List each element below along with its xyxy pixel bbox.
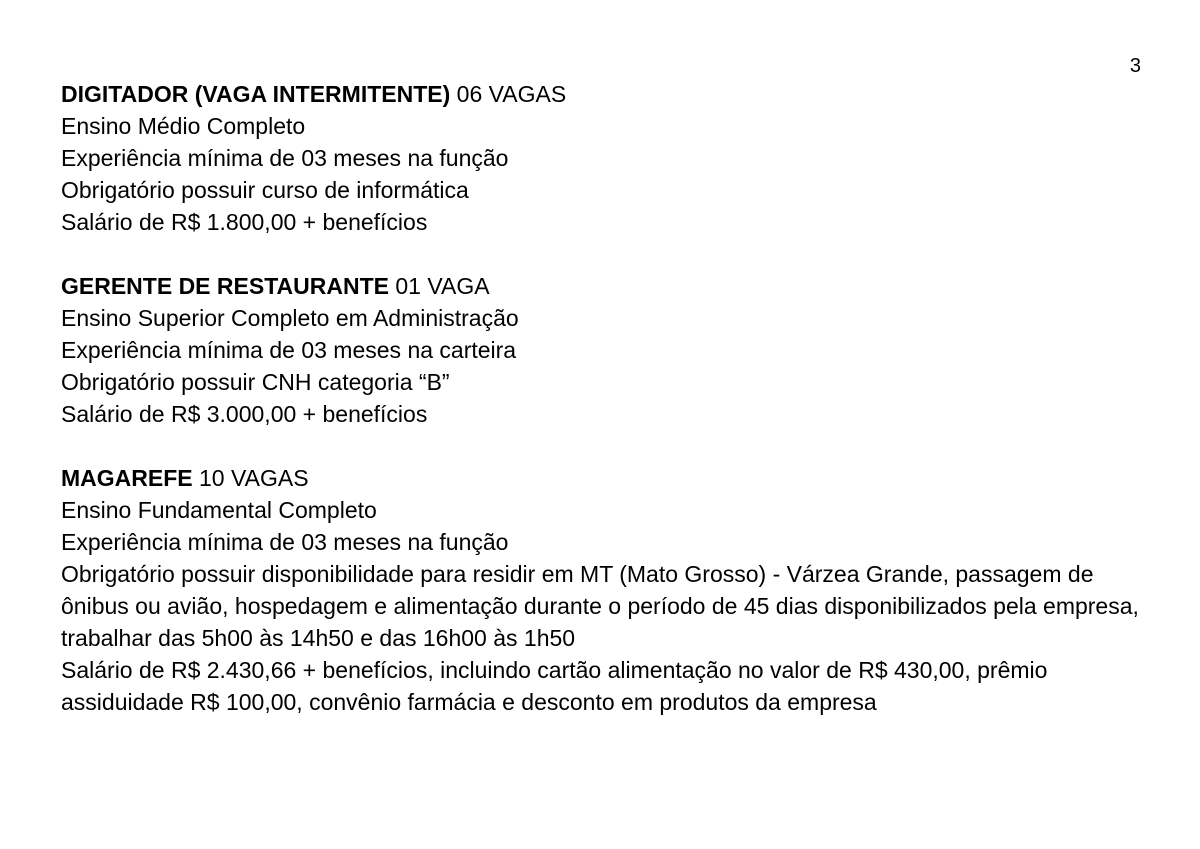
job-title: DIGITADOR (VAGA INTERMITENTE) xyxy=(61,81,451,107)
job-openings: 10 VAGAS xyxy=(192,465,309,491)
job-magarefe xyxy=(61,462,1141,718)
job-experience: Experiência mínima de 03 meses na carteira xyxy=(61,337,517,363)
job-heading xyxy=(61,270,1141,302)
job-requirement: Obrigatório possuir curso de informática xyxy=(61,177,469,203)
job-experience: Experiência mínima de 03 meses na função xyxy=(61,145,509,171)
job-gerente-de-restaurante xyxy=(61,270,1141,430)
job-requirement: Obrigatório possuir CNH categoria “B” xyxy=(61,369,450,395)
page-number: 3 xyxy=(1129,55,1141,77)
job-openings: 06 VAGAS xyxy=(450,81,567,107)
job-education: Ensino Superior Completo em Administração xyxy=(61,305,519,331)
job-requirement: Obrigatório possuir disponibilidade para residir em MT (Mato Grosso) - Várzea Grande, passagem de ônibus ou avião, hospedagem e alimentação durante o período de 45 dias disponibilizados pela empresa, trabalhar das 5h00 às 14h50 e das 16h00 às 1h50 xyxy=(61,561,1139,651)
job-education: Ensino Médio Completo xyxy=(61,113,306,139)
job-heading xyxy=(61,462,1141,494)
job-education: Ensino Fundamental Completo xyxy=(61,497,377,523)
job-salary: Salário de R$ 1.800,00 + benefícios xyxy=(61,209,428,235)
job-experience: Experiência mínima de 03 meses na função xyxy=(61,529,509,555)
job-listings xyxy=(61,78,1141,750)
job-digitador xyxy=(61,78,1141,238)
job-openings: 01 VAGA xyxy=(389,273,490,299)
job-heading xyxy=(61,78,1141,110)
job-title: MAGAREFE xyxy=(61,465,193,491)
job-salary: Salário de R$ 3.000,00 + benefícios xyxy=(61,401,428,427)
job-salary: Salário de R$ 2.430,66 + benefícios, incluindo cartão alimentação no valor de R$ 430,00, prêmio assiduidade R$ 100,00, convênio farmácia e desconto em produtos da empresa xyxy=(61,657,1048,715)
job-title: GERENTE DE RESTAURANTE xyxy=(61,273,389,299)
